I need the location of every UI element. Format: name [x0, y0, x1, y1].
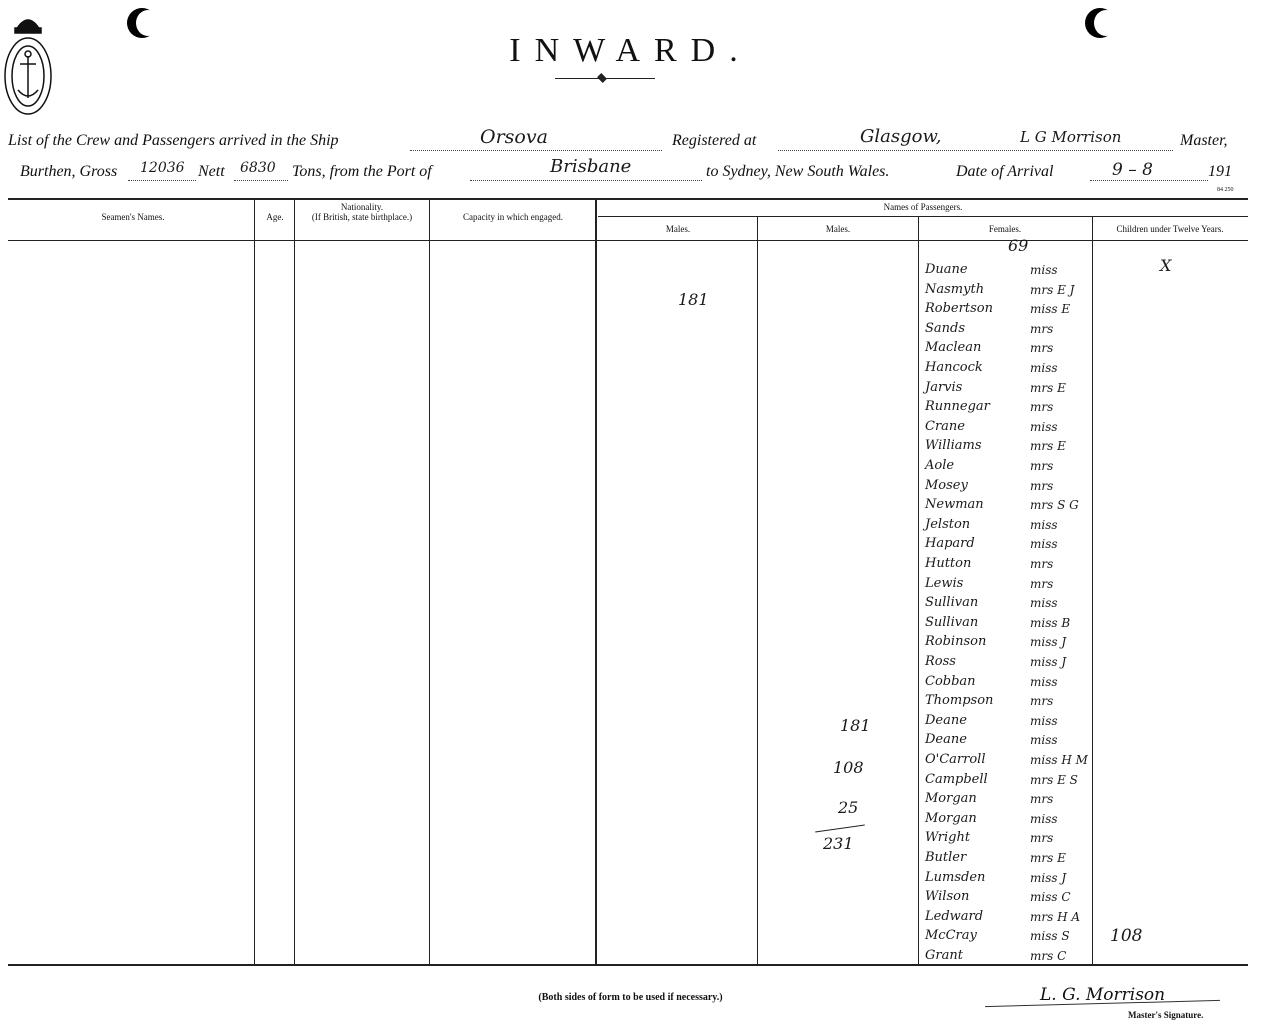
registered-label: Registered at — [672, 132, 757, 149]
female-passenger-name: Sullivan — [925, 614, 979, 630]
table-bottom-rule — [8, 964, 1248, 966]
female-passenger-name: Jelston — [925, 516, 971, 532]
female-passenger-title: miss J — [1030, 870, 1067, 885]
females-header: Females. — [988, 224, 1022, 234]
female-passenger-title: mrs — [1030, 321, 1054, 336]
registered-port-field — [778, 150, 1173, 151]
col-sep-males2 — [757, 216, 758, 966]
col-sep-nationality — [294, 198, 295, 966]
sum-line-3: 25 — [838, 798, 859, 817]
col-sep-children — [1092, 216, 1093, 966]
female-passenger-title: mrs — [1030, 341, 1054, 356]
males1-header: Males. — [665, 224, 691, 234]
female-passenger-title: miss E — [1030, 302, 1071, 317]
female-passenger-title: mrs — [1030, 831, 1054, 846]
female-passenger-name: Nasmyth — [925, 281, 985, 297]
nationality-header: Nationality. (If British, state birthplace.) — [311, 202, 413, 222]
ship-line-prefix: List of the Crew and Passengers arrived in the Ship — [8, 132, 339, 149]
female-passenger-name: Hutton — [925, 556, 972, 571]
female-passenger-title: miss — [1030, 811, 1058, 826]
from-port: Brisbane — [550, 156, 632, 177]
passengers-group-header: Names of Passengers. — [883, 202, 963, 212]
female-passenger-name: Newman — [925, 497, 984, 513]
female-passenger-title: mrs — [1030, 400, 1054, 415]
female-passenger-title: miss J — [1030, 655, 1067, 669]
female-passenger-name: Morgan — [925, 810, 977, 826]
female-passenger-title: miss — [1030, 674, 1058, 689]
female-passenger-name: Deane — [925, 712, 967, 728]
female-passenger-title: mrs E — [1030, 439, 1066, 454]
female-passenger-name: Sands — [925, 320, 966, 336]
tons-label: Tons, from the Port of — [292, 163, 432, 180]
female-passenger-name: Wright — [925, 830, 971, 846]
female-passenger-name: Williams — [925, 438, 982, 454]
female-passenger-title: miss — [1030, 713, 1058, 728]
female-passenger-title: mrs E — [1030, 851, 1066, 865]
gross-tonnage: 12036 — [140, 160, 185, 176]
female-passenger-title: miss — [1030, 361, 1058, 375]
ship-name: Orsova — [480, 126, 548, 148]
female-count: 69 — [1008, 236, 1029, 255]
registered-port: Glasgow, — [860, 126, 942, 147]
children-header: Children under Twelve Years. — [1116, 224, 1224, 234]
destination-label: to Sydney, New South Wales. — [706, 163, 890, 180]
female-passenger-name: Hapard — [925, 536, 975, 552]
title-ornament — [597, 73, 607, 83]
seamen-names-header: Seamen's Names. — [101, 212, 165, 222]
males-count: 181 — [678, 290, 709, 309]
female-passenger-name: Ledward — [925, 908, 984, 924]
female-passenger-name: Wilson — [925, 889, 970, 905]
passenger-group-rule — [598, 216, 1248, 217]
arrival-date: 9 – 8 — [1112, 160, 1153, 180]
female-passenger-name: Morgan — [925, 791, 977, 807]
age-header: Age. — [266, 212, 284, 222]
female-passenger-name: Deane — [925, 732, 967, 748]
nett-tonnage: 6830 — [240, 160, 276, 176]
female-passenger-name: Crane — [925, 418, 965, 434]
female-passenger-title: miss C — [1030, 890, 1071, 905]
female-passenger-name: Lumsden — [925, 869, 986, 885]
master-signature: L. G. Morrison — [1040, 985, 1166, 1005]
table-top-rule — [8, 198, 1248, 200]
female-passenger-name: Mosey — [925, 477, 968, 493]
female-passenger-title: miss H M — [1030, 753, 1088, 767]
female-passenger-name: Grant — [925, 948, 963, 963]
col-sep-capacity — [429, 198, 430, 966]
header-bottom-rule — [8, 240, 1248, 241]
female-passenger-title: mrs — [1030, 694, 1054, 709]
female-passenger-title: mrs — [1030, 576, 1054, 591]
female-passenger-title: mrs — [1030, 478, 1054, 493]
female-passenger-title: miss — [1030, 596, 1058, 611]
col-sep-age — [254, 198, 255, 966]
form-title: INWARD. — [509, 32, 752, 69]
master-name: L G Morrison — [1020, 128, 1122, 146]
female-passenger-title: miss S — [1030, 929, 1070, 944]
males2-header: Males. — [825, 224, 851, 234]
sum-line-1: 181 — [840, 716, 871, 735]
female-passenger-title: miss — [1030, 263, 1058, 277]
nett-label: Nett — [198, 163, 225, 180]
children-count: 108 — [1110, 926, 1143, 946]
female-passenger-name: Thompson — [925, 693, 994, 709]
female-passenger-name: Runnegar — [925, 399, 990, 415]
female-passenger-name: Robertson — [925, 301, 993, 317]
female-passenger-title: mrs — [1030, 557, 1054, 571]
form-code: 84 250 — [1217, 187, 1234, 193]
capacity-header: Capacity in which engaged. — [463, 212, 563, 222]
arrival-label: Date of Arrival — [956, 163, 1054, 180]
sum-line-2: 108 — [833, 758, 864, 777]
female-passenger-title: mrs E J — [1030, 282, 1075, 297]
female-passenger-title: mrs — [1030, 792, 1054, 807]
nett-field — [234, 180, 288, 181]
col-sep-females — [918, 216, 919, 966]
female-passenger-title: miss — [1030, 517, 1058, 532]
signature-label: Master's Signature. — [1128, 1010, 1204, 1020]
female-passenger-name: McCray — [925, 928, 977, 944]
female-passenger-title: miss B — [1030, 615, 1071, 630]
master-label: Master, — [1180, 132, 1228, 149]
passenger-total: 231 — [823, 834, 854, 853]
female-passenger-name: Duane — [925, 262, 968, 277]
female-passenger-name: Maclean — [925, 340, 982, 356]
female-passenger-title: miss — [1030, 537, 1058, 552]
female-passenger-title: mrs — [1030, 459, 1054, 473]
female-passenger-title: miss J — [1030, 635, 1067, 650]
female-passenger-name: Aole — [925, 458, 955, 473]
gross-field — [128, 180, 196, 181]
female-passenger-name: Ross — [925, 654, 956, 669]
female-passenger-name: O'Carroll — [925, 752, 986, 767]
female-passenger-name: Robinson — [925, 634, 987, 650]
female-passenger-title: miss — [1030, 419, 1058, 434]
female-passenger-name: Campbell — [925, 771, 988, 787]
female-passenger-title: mrs E S — [1030, 772, 1078, 787]
female-passenger-name: Hancock — [925, 360, 983, 375]
female-passenger-title: mrs H A — [1030, 909, 1081, 924]
children-mark: X — [1160, 256, 1172, 275]
female-passenger-name: Sullivan — [925, 595, 979, 611]
female-passenger-title: mrs C — [1030, 949, 1067, 963]
female-passenger-name: Cobban — [925, 673, 976, 689]
female-passenger-name: Lewis — [925, 575, 964, 591]
female-passenger-title: mrs S G — [1030, 498, 1079, 513]
arrival-date-field — [1090, 180, 1208, 181]
col-sep-passengers — [595, 198, 597, 966]
from-port-field — [470, 180, 702, 181]
form-note: (Both sides of form to be used if necessary.) — [538, 992, 723, 1003]
burthen-label: Burthen, Gross — [20, 163, 118, 180]
female-passenger-title: mrs E — [1030, 380, 1066, 395]
ship-name-field — [410, 150, 662, 151]
female-passenger-title: miss — [1030, 733, 1058, 748]
female-passenger-name: Jarvis — [925, 379, 963, 395]
arrival-year: 191 — [1208, 163, 1232, 180]
female-passenger-name: Butler — [925, 850, 967, 865]
